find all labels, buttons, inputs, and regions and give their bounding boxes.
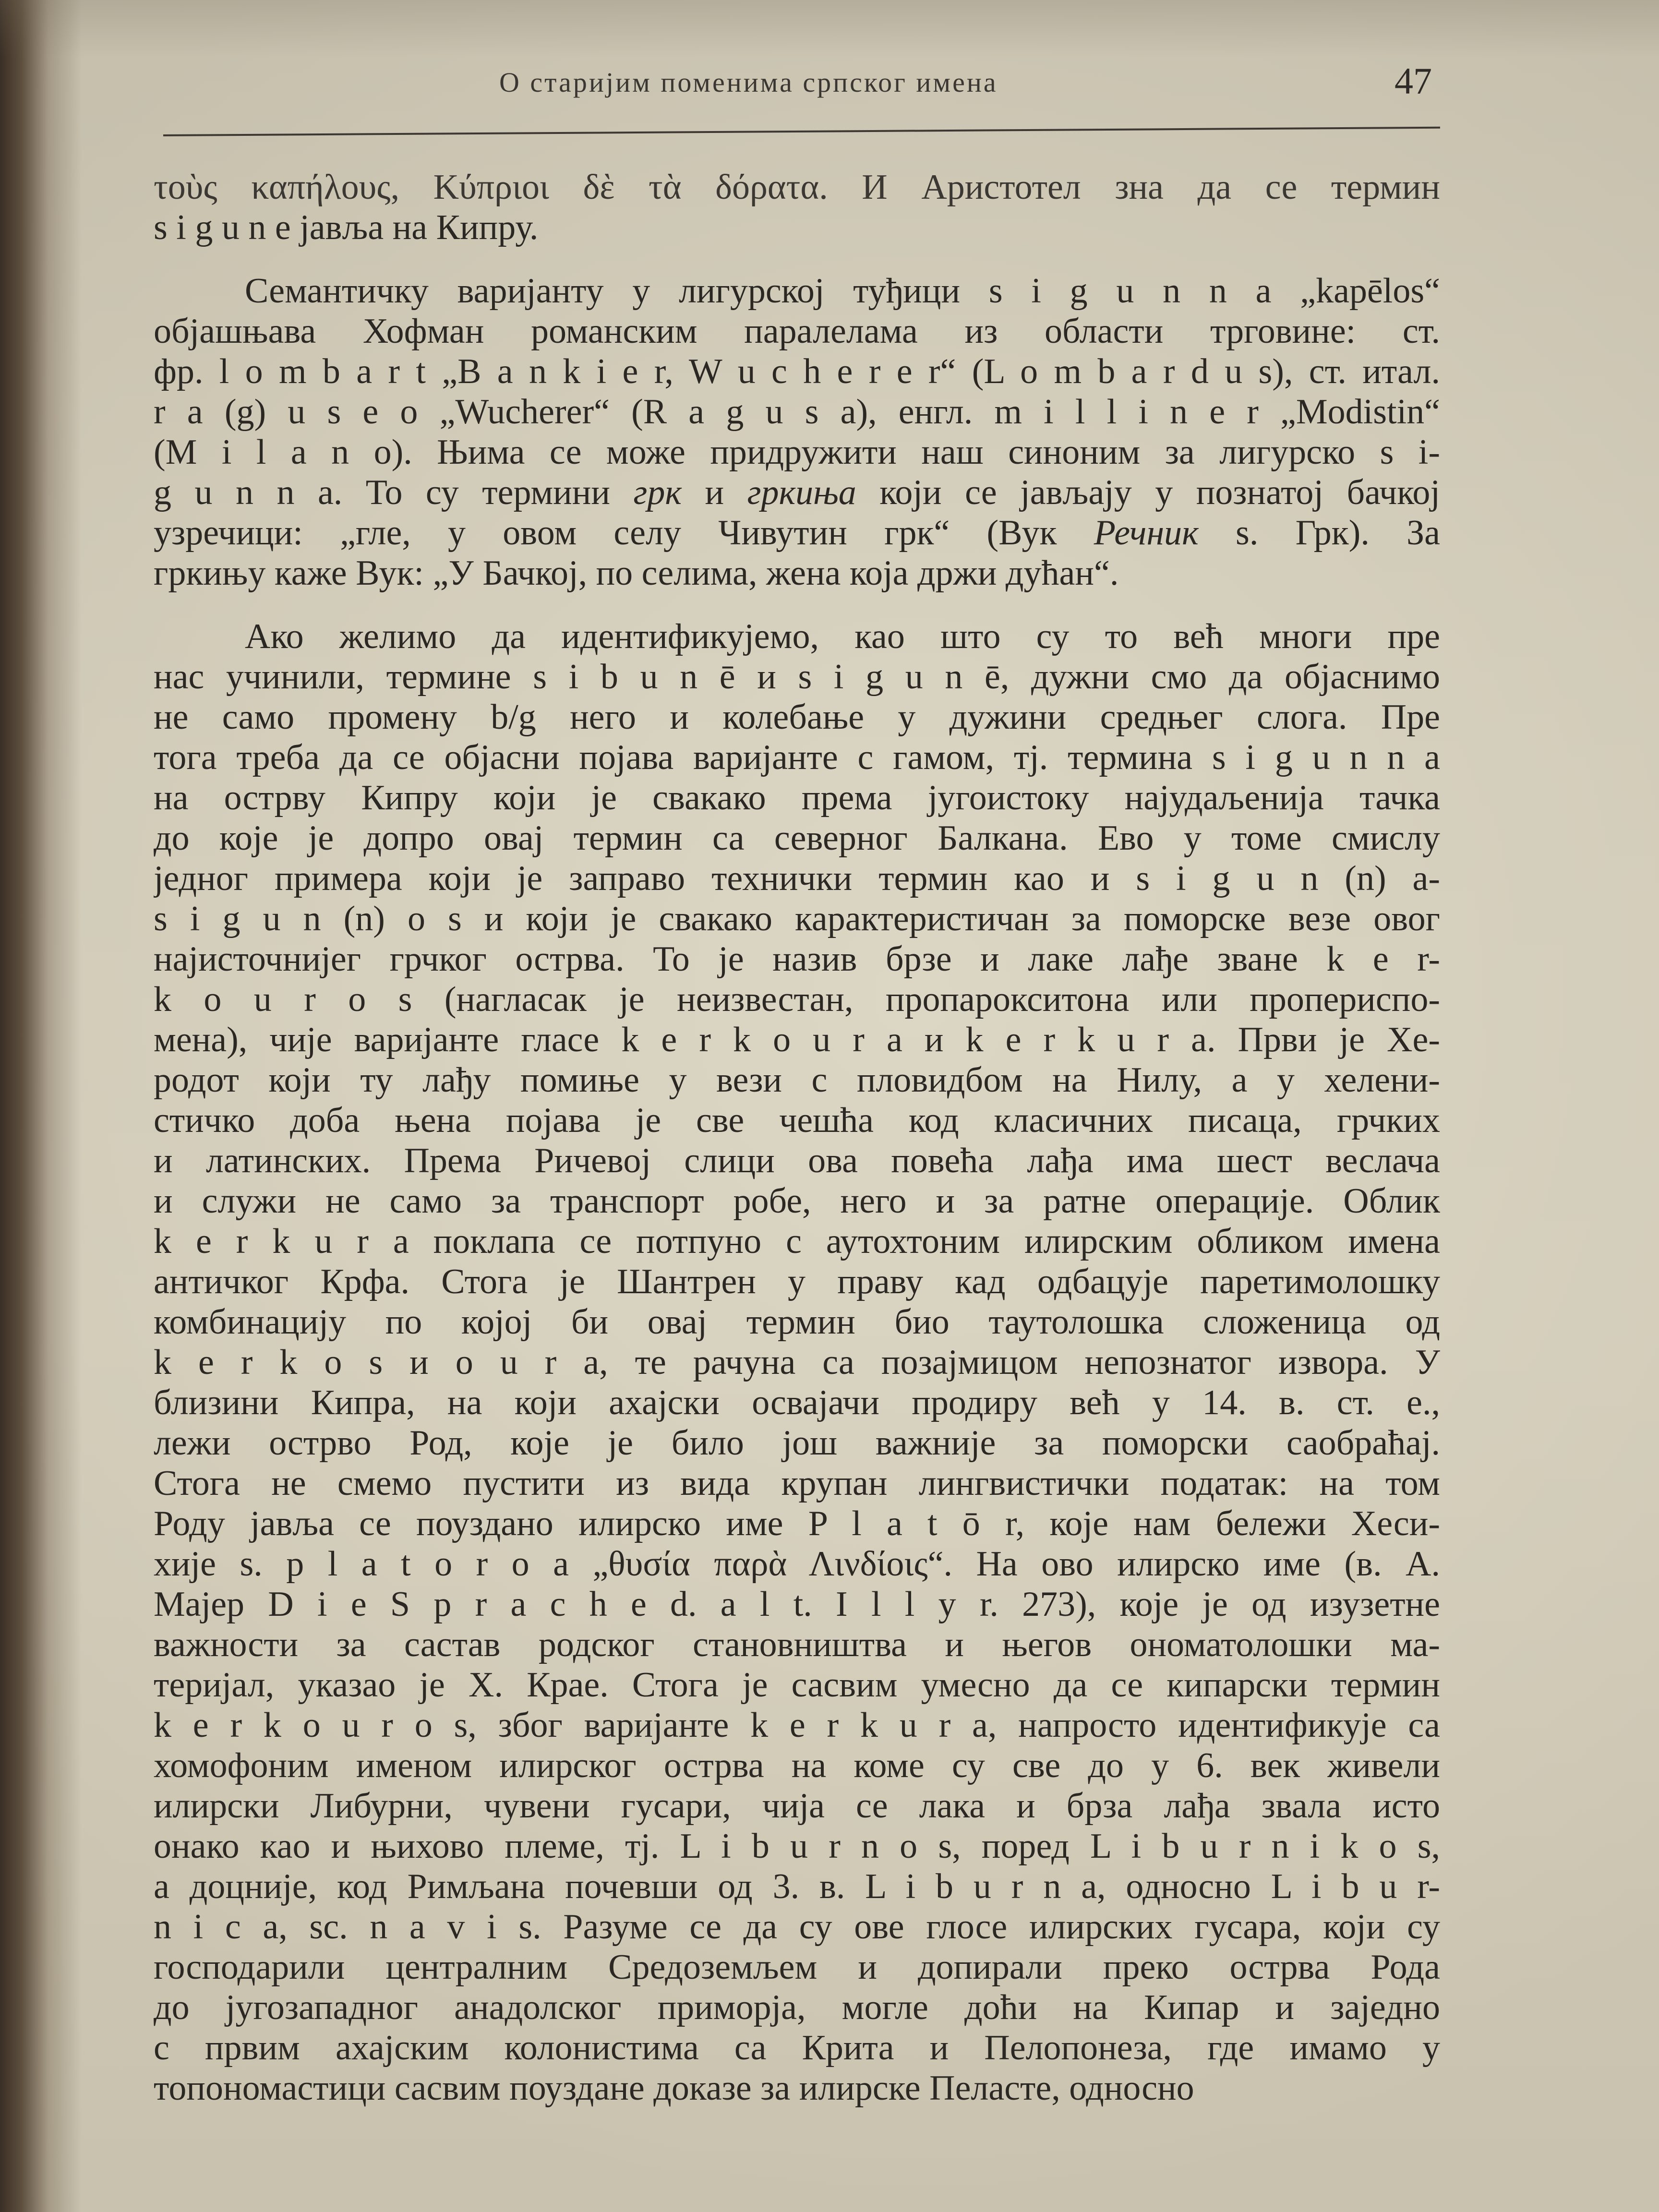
text-line: k e r k o u r o s, због варијанте k e r k u r a, напросто идентификује са	[154, 1706, 1440, 1745]
body-text	[154, 167, 1440, 2108]
text-segment: s. Грк). За	[1198, 513, 1440, 553]
text-line: једног примера који је заправо технички термин као и s i g u n (n) a-	[154, 859, 1440, 898]
text-line: онако као и њихово племе, тј. L i b u r n o s, поред L i b u r n i k o s,	[154, 1827, 1440, 1866]
text-line: фр. l o m b a r t „B a n k i e r, W u c h e r e r“ (L o m b a r d u s), ст. итал.	[154, 352, 1440, 391]
text-line: нас учинили, термине s i b u n ē и s i g u n ē, дужни смо да објаснимо	[154, 657, 1440, 697]
text-line: близини Кипра, на који ахајски освајачи продиру већ у 14. в. ст. е.,	[154, 1383, 1440, 1422]
book-binding-shadow	[0, 0, 82, 2212]
text-line: Ако желимо да идентификујемо, као што су то већ многи пре	[245, 617, 1440, 656]
text-line	[154, 513, 1440, 553]
text-line: k o u r o s (нагласак је неизвестан, пропарокситона или пропериспо-	[154, 980, 1440, 1019]
text-line: гркињу каже Вук: „У Бачкој, по селима, жена која држи дућан“.	[154, 553, 1119, 593]
text-line: хомофоним именом илирског острва на коме су све до у 6. век живели	[154, 1746, 1440, 1785]
text-line: и служи не само за транспорт робе, него и за ратне операције. Облик	[154, 1181, 1440, 1221]
text-line: s i g u n (n) o s и који је свакако карактеристичан за поморске везе овог	[154, 899, 1440, 938]
text-line: топономастици сасвим поуздане доказе за илирске Пеласте, односно	[154, 2068, 1194, 2108]
text-line: хије s. p l a t o r o a „θυσία παρὰ Λινδίοις“. На ово илирско име (в. А.	[154, 1544, 1440, 1584]
emphasized-word: грк	[633, 473, 682, 512]
text-line: стичко доба њена појава је све чешћа код класичних писаца, грчких	[154, 1101, 1440, 1140]
page-top-shade	[0, 0, 1659, 58]
text-line: до југозападног анадолског приморја, могле доћи на Кипар и заједно	[154, 1988, 1440, 2027]
text-line: теријал, указао је Х. Крае. Стога је сасвим умесно да се кипарски термин	[154, 1665, 1440, 1705]
text-line: важности за састав родског становништва и његов ономатолошки ма-	[154, 1625, 1440, 1664]
text-line: Роду јавља се поуздано илирско име P l a t ō r, које нам бележи Хеси-	[154, 1504, 1440, 1543]
text-segment: који се јављају у познатој бачкој	[856, 473, 1440, 512]
text-line: господарили централним Средоземљем и допирали преко острва Рода	[154, 1948, 1440, 1987]
text-line: на острву Кипру који је свакако према југоистоку најудаљенија тачка	[154, 778, 1440, 817]
text-line: Стога не смемо пустити из вида крупан лингвистички податак: на том	[154, 1464, 1440, 1503]
text-line: s i g u n e јавља на Кипру.	[154, 208, 539, 247]
text-line: r a (g) u s e o „Wucherer“ (R a g u s a), енгл. m i l l i n e r „Modistin“	[154, 392, 1440, 432]
text-line: (M i l a n o). Њима се може придружити наш синоним за лигурско s i-	[154, 433, 1440, 472]
text-line: лежи острво Род, које је било још важније за поморски саобраћај.	[154, 1423, 1440, 1463]
header-rule	[163, 127, 1440, 136]
text-line: τοὺς καπήλους, Κύπριοι δὲ τὰ δόρατα. И Аристотел зна да се термин	[154, 168, 1440, 207]
text-line: k e r k u r a поклапа се потпуно с аутохтоним илирским обликом имена	[154, 1222, 1440, 1261]
text-line: и латинских. Према Ричевој слици ова повећа лађа има шест веслача	[154, 1141, 1440, 1180]
paragraph	[154, 271, 1440, 593]
text-line: Мајер D i e S p r a c h e d. a l t. I l l y r. 273), које је од изузетне	[154, 1585, 1440, 1624]
page-number: 47	[1395, 60, 1432, 102]
text-segment: g u n n a. То су термини	[154, 473, 634, 512]
text-line: а доцније, код Римљана почевши од 3. в. L i b u r n a, односно L i b u r-	[154, 1867, 1440, 1906]
running-title: О старијим поменима српског имена	[499, 67, 998, 98]
text-line: илирски Либурни, чувени гусари, чија се лака и брза лађа звала исто	[154, 1786, 1440, 1826]
paragraph	[154, 616, 1440, 2108]
text-line: мена), чије варијанте гласе k e r k o u r a и k e r k u r a. Први је Хе-	[154, 1020, 1440, 1059]
text-line: најисточнијег грчког острва. То је назив брзе и лаке лађе зване k e r-	[154, 939, 1440, 979]
emphasized-word: Речник	[1094, 513, 1199, 553]
text-segment: узречици: „гле, у овом селу Чивутин грк“ (Вук	[154, 513, 1094, 553]
text-segment: и	[681, 473, 747, 512]
text-line: објашњава Хофман романским паралелама из области трговине: ст.	[154, 312, 1440, 351]
text-line: Семантичку варијанту у лигурској туђици s i g u n n a „kapēlos“	[245, 271, 1440, 311]
text-line: античког Крфа. Стога је Шантрен у праву кад одбацује паретимолошку	[154, 1262, 1440, 1301]
emphasized-word: гркиња	[747, 473, 856, 512]
paragraph	[154, 167, 1440, 248]
text-line: родот који ту лађу помиње у вези с пловидбом на Нилу, а у хелени-	[154, 1060, 1440, 1100]
text-line: тога треба да се објасни појава варијанте с гамом, тј. термина s i g u n n a	[154, 738, 1440, 777]
text-line: до које је допро овај термин са северног Балкана. Ево у томе смислу	[154, 818, 1440, 858]
text-line: с првим ахајским колонистима са Крита и Пелопонеза, где имамо у	[154, 2028, 1440, 2068]
text-line: k e r k o s и o u r a, те рачуна са позајмицом непознатог извора. У	[154, 1343, 1440, 1382]
text-line: n i c a, sc. n a v i s. Разуме се да су ове глосе илирских гусара, који су	[154, 1907, 1440, 1947]
text-line: комбинацију по којој би овај термин био таутолошка сложеница од	[154, 1302, 1440, 1342]
text-line: не само промену b/g него и колебање у дужини средњег слога. Пре	[154, 697, 1440, 737]
text-line	[154, 472, 1440, 513]
